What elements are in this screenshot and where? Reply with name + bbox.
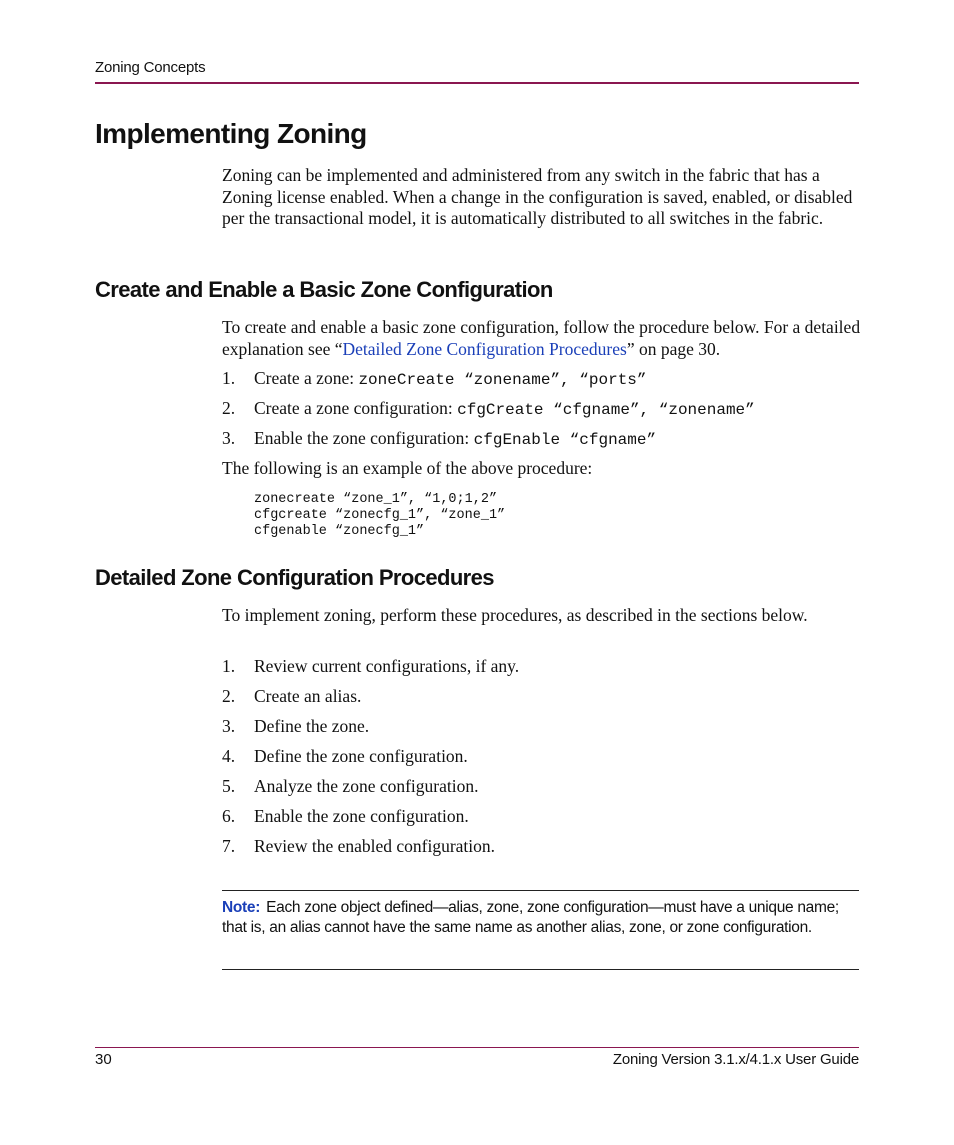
intro-text-after-link: ” on page 30. [626,338,721,359]
step-number: 6. [222,806,236,826]
detailed-procedures-link[interactable]: Detailed Zone Configuration Procedures [342,338,627,359]
note-box [222,898,862,937]
step-number: 3. [222,716,236,736]
list-item [222,746,468,767]
step-number: 2. [222,398,236,418]
step-number: 5. [222,776,236,796]
section-title-implementing-zoning: Implementing Zoning [95,118,367,149]
note-rule-top [222,890,859,891]
list-item [222,398,755,421]
list-item [222,656,519,677]
header-rule [95,82,859,84]
step-command: cfgCreate “cfgname”, “zonename” [457,401,755,419]
running-header: Zoning Concepts [95,59,206,76]
step-text: Review the enabled configuration. [254,836,496,856]
section-title-detailed-procedures: Detailed Zone Configuration Procedures [95,565,494,590]
note-label: Note: [222,899,261,916]
step-text: Create a zone: [254,368,359,388]
list-item [222,806,469,827]
basic-zone-config-intro [222,317,862,360]
list-item [222,776,479,797]
step-number: 3. [222,428,236,448]
step-number: 1. [222,368,236,388]
list-item [222,428,656,451]
step-number: 2. [222,686,236,706]
intro-text-before-link: To create and enable a basic zone configuration, follow the procedure below. For a detailed explanation see “ [222,317,861,359]
example-intro: The following is an example of the above procedure: [222,458,593,478]
step-text: Review current configurations, if any. [254,656,520,676]
step-number: 7. [222,836,236,856]
detailed-procedures-intro: To implement zoning, perform these procedures, as described in the sections below. [222,605,808,625]
section-title-basic-zone-config: Create and Enable a Basic Zone Configuration [95,277,553,302]
note-text: Each zone object defined—alias, zone, zone configuration—must have a unique name; that is, an alias cannot have the same name as another alias, zone, or zone configuration. [222,899,839,936]
implementing-zoning-intro: Zoning can be implemented and administered from any switch in the fabric that has a Zoning license enabled. When a change in the configuration is saved, enabled, or disabled per the transactional model, it is automatically distributed to all switches in the fabric. [222,165,853,228]
step-number: 1. [222,656,236,676]
step-command: zoneCreate “zonename”, “ports” [358,371,647,389]
list-item [222,686,361,707]
step-text: Create an alias. [254,686,362,706]
step-text: Analyze the zone configuration. [254,776,479,796]
step-number: 4. [222,746,236,766]
step-text: Enable the zone configuration. [254,806,469,826]
step-text: Define the zone configuration. [254,746,468,766]
step-text: Define the zone. [254,716,370,736]
example-code-block: zonecreate “zone_1”, “1,0;1,2” cfgcreate “zonecfg_1”, “zone_1” cfgenable “zonecfg_1” [254,492,506,539]
step-text: Create a zone configuration: [254,398,458,418]
document-title: Zoning Version 3.1.x/4.1.x User Guide [612,1051,859,1068]
footer-rule [95,1047,859,1048]
step-command: cfgEnable “cfgname” [473,431,657,449]
step-text: Enable the zone configuration: [254,428,474,448]
page-number: 30 [95,1051,112,1068]
list-item [222,716,369,737]
list-item [222,836,495,857]
note-rule-bottom [222,969,859,970]
list-item [222,368,647,391]
